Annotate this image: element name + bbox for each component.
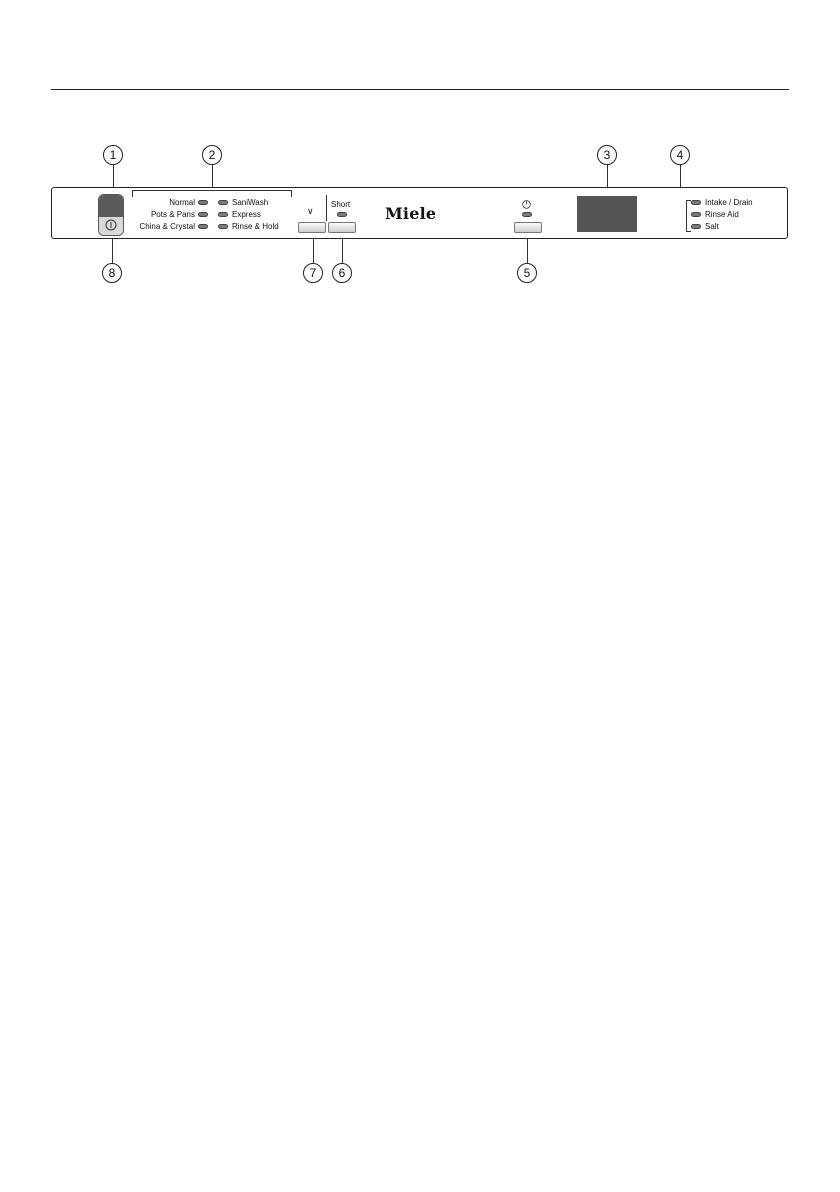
program-led-normal <box>198 200 208 205</box>
callout-7: 7 <box>303 263 323 283</box>
indicator-label-intake-drain: Intake / Drain <box>705 198 753 207</box>
callout-2: 2 <box>202 145 222 165</box>
program-led-saniwash <box>218 200 228 205</box>
indicator-label-rinse-aid: Rinse Aid <box>705 210 739 219</box>
program-bracket <box>132 190 292 197</box>
indicator-led-intake-drain <box>691 200 701 205</box>
delay-start-led <box>522 212 532 217</box>
indicator-led-rinse-aid <box>691 212 701 217</box>
clock-icon <box>522 200 531 209</box>
power-button[interactable] <box>98 194 124 236</box>
program-led-china-crystal <box>198 224 208 229</box>
time-display <box>577 196 637 232</box>
program-led-rinse-hold <box>218 224 228 229</box>
program-label-rinse-hold: Rinse & Hold <box>232 222 279 231</box>
program-led-pots-pans <box>198 212 208 217</box>
program-label-saniwash: SaniWash <box>232 198 269 207</box>
power-button-upper <box>99 195 123 217</box>
power-icon <box>105 219 117 231</box>
program-select-button[interactable] <box>298 222 326 233</box>
program-label-express: Express <box>232 210 261 219</box>
delay-start-button[interactable] <box>514 222 542 233</box>
short-led <box>337 212 347 217</box>
callout-1: 1 <box>103 145 123 165</box>
leader-8 <box>112 236 113 263</box>
callout-8: 8 <box>102 263 122 283</box>
program-led-express <box>218 212 228 217</box>
brand-logo: Miele <box>385 204 437 223</box>
indicator-led-salt <box>691 224 701 229</box>
callout-6: 6 <box>332 263 352 283</box>
short-label: Short <box>331 200 351 209</box>
chevron-down-icon: ∨ <box>307 206 314 216</box>
program-label-pots-pans: Pots & Pans <box>150 210 195 219</box>
program-label-china-crystal: China & Crystal <box>139 222 195 231</box>
page-rule <box>51 89 789 90</box>
callout-3: 3 <box>597 145 617 165</box>
panel-divider <box>326 195 327 221</box>
short-button[interactable] <box>328 222 356 233</box>
indicator-label-salt: Salt <box>705 222 719 231</box>
program-label-normal: Normal <box>169 198 195 207</box>
callout-5: 5 <box>517 263 537 283</box>
callout-4: 4 <box>670 145 690 165</box>
